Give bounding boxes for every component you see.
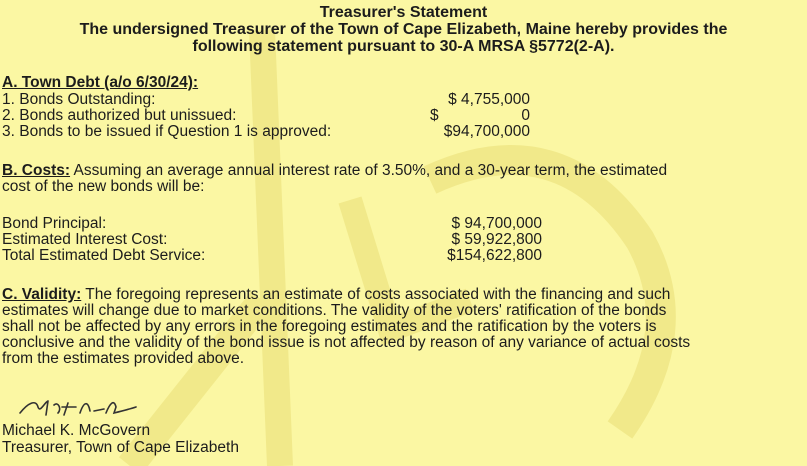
intro-line-1: The undersigned Treasurer of the Town of Cape Elizabeth, Maine hereby provides the bbox=[79, 21, 728, 38]
section-c-line-1 bbox=[2, 287, 670, 302]
section-a-heading: A. Town Debt (a/o 6/30/24): bbox=[2, 74, 199, 91]
section-b-line-1 bbox=[2, 163, 667, 178]
section-c-heading: C. Validity: bbox=[2, 286, 82, 303]
cost-row-amount: $ 59,922,800 bbox=[451, 231, 542, 248]
debt-row-label: 2. Bonds authorized but unissued: bbox=[2, 107, 237, 124]
cost-row-label: Total Estimated Debt Service: bbox=[2, 247, 206, 264]
cost-row-label: Bond Principal: bbox=[2, 215, 107, 232]
section-c-line: shall not be affected by any errors in the foregoing estimates and the ratification by the voters is bbox=[2, 318, 657, 335]
section-c-line: from the estimates provided above. bbox=[2, 350, 245, 367]
section-b-line-2: cost of the new bonds will be: bbox=[2, 178, 205, 195]
debt-row-amount: $94,700,000 bbox=[443, 123, 530, 140]
debt-row-currency: $ bbox=[430, 107, 439, 124]
section-b-heading: B. Costs: bbox=[2, 162, 71, 179]
debt-row-amount: $ 4,755,000 bbox=[448, 91, 530, 108]
statement-title: Treasurer's Statement bbox=[319, 4, 488, 21]
cost-row-amount: $154,622,800 bbox=[447, 247, 542, 264]
section-c-text: The foregoing represents an estimate of costs associated with the financing and such bbox=[85, 286, 671, 303]
debt-row-amount: 0 bbox=[521, 107, 530, 124]
handwritten-signature bbox=[18, 393, 138, 419]
cost-row-amount: $ 94,700,000 bbox=[451, 215, 542, 232]
debt-row-label: 3. Bonds to be issued if Question 1 is approved: bbox=[2, 123, 332, 140]
treasurer-name: Michael K. McGovern bbox=[2, 422, 151, 439]
debt-row-label: 1. Bonds Outstanding: bbox=[2, 91, 156, 108]
cost-row-label: Estimated Interest Cost: bbox=[2, 231, 168, 248]
intro-line-2: following statement pursuant to 30-A MRSA §5772(2-A). bbox=[192, 38, 615, 55]
treasurer-title: Treasurer, Town of Cape Elizabeth bbox=[2, 439, 239, 456]
section-c-line: estimates will change due to market conditions. The validity of the voters' ratification of the bonds bbox=[2, 302, 667, 319]
section-c-line: conclusive and the validity of the bond issue is not affected by reason of any variance of actual costs bbox=[2, 334, 691, 351]
section-b-text: Assuming an average annual interest rate of 3.50%, and a 30-year term, the estimated bbox=[73, 162, 668, 179]
